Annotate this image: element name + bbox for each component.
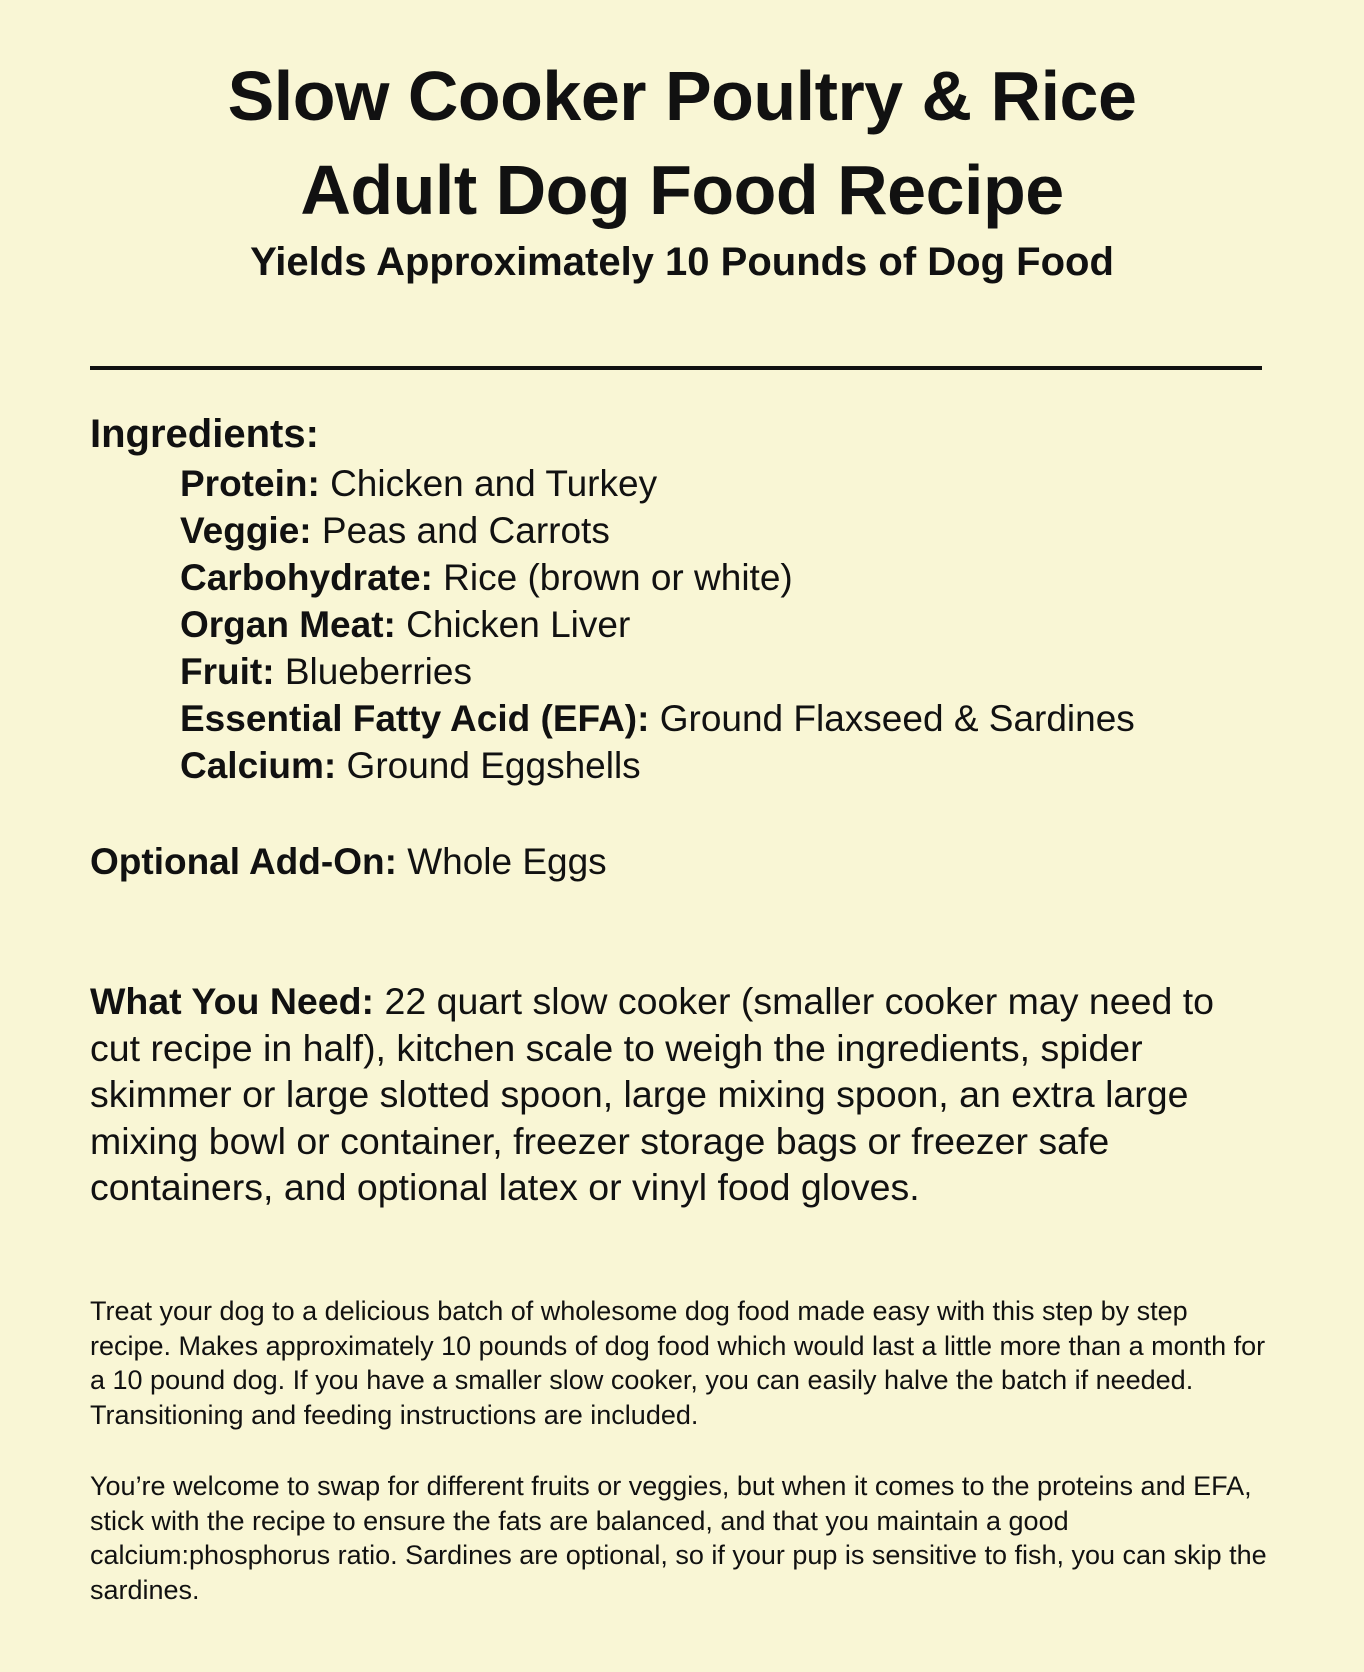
what-you-need-label: What You Need:	[90, 980, 375, 1022]
ingredients-list	[180, 460, 1135, 789]
ingredient-label: Carbohydrate:	[180, 557, 433, 598]
page-subtitle: Yields Approximately 10 Pounds of Dog Food	[250, 240, 1114, 284]
optional-label: Optional Add-On:	[90, 841, 397, 882]
intro-paragraph: Treat your dog to a delicious batch of wholesome dog food made easy with this step by step recipe. Makes approximately 10 pounds of dog food which would last a little more than a month for a 10 pound dog. If you have a smaller slow cooker, you can easily halve the batch if needed. Transitioning and feeding instructions are included.	[90, 1296, 1266, 1430]
swap-paragraph: You’re welcome to swap for different fruits or veggies, but when it comes to the proteins and EFA, stick with the recipe to ensure the fats are balanced, and that you maintain a good calcium:phosphorus ratio. Sardines are optional, so if your pup is sensitive to fish, you can skip the sardines.	[90, 1471, 1267, 1605]
ingredients-heading: Ingredients:	[90, 412, 319, 456]
ingredient-label: Veggie:	[180, 510, 312, 551]
ingredient-item	[180, 507, 1135, 554]
optional-value: Whole Eggs	[407, 841, 607, 882]
ingredient-value: Ground Eggshells	[346, 745, 641, 786]
what-you-need-text: 22 quart slow cooker (smaller cooker may need to cut recipe in half), kitchen scale to weigh the ingredients, spider skimmer or large slotted spoon, large mixing spoon, an extra large mixing bowl or container, freezer storage bags or freezer safe containers, and optional latex or vinyl food gloves.	[90, 980, 1215, 1208]
what-you-need	[90, 978, 1270, 1211]
page-title-line-2: Adult Dog Food Recipe	[300, 151, 1064, 229]
ingredient-label: Protein:	[180, 463, 320, 504]
page-title-line-1: Slow Cooker Poultry & Rice	[227, 57, 1137, 135]
ingredient-label: Fruit:	[180, 651, 275, 692]
divider	[90, 366, 1262, 370]
ingredient-value: Rice (brown or white)	[443, 557, 793, 598]
ingredient-item	[180, 601, 1135, 648]
ingredient-item	[180, 742, 1135, 789]
ingredient-item	[180, 460, 1135, 507]
ingredient-label: Essential Fatty Acid (EFA):	[180, 698, 650, 739]
ingredient-label: Calcium:	[180, 745, 337, 786]
ingredient-item	[180, 554, 1135, 601]
ingredient-value: Blueberries	[284, 651, 472, 692]
ingredient-value: Chicken and Turkey	[330, 463, 658, 504]
ingredient-value: Ground Flaxseed & Sardines	[659, 698, 1135, 739]
ingredient-item	[180, 695, 1135, 742]
ingredient-item	[180, 648, 1135, 695]
ingredient-value: Peas and Carrots	[321, 510, 610, 551]
optional-add-on	[90, 838, 607, 886]
ingredient-value: Chicken Liver	[406, 604, 631, 645]
ingredient-label: Organ Meat:	[180, 604, 396, 645]
